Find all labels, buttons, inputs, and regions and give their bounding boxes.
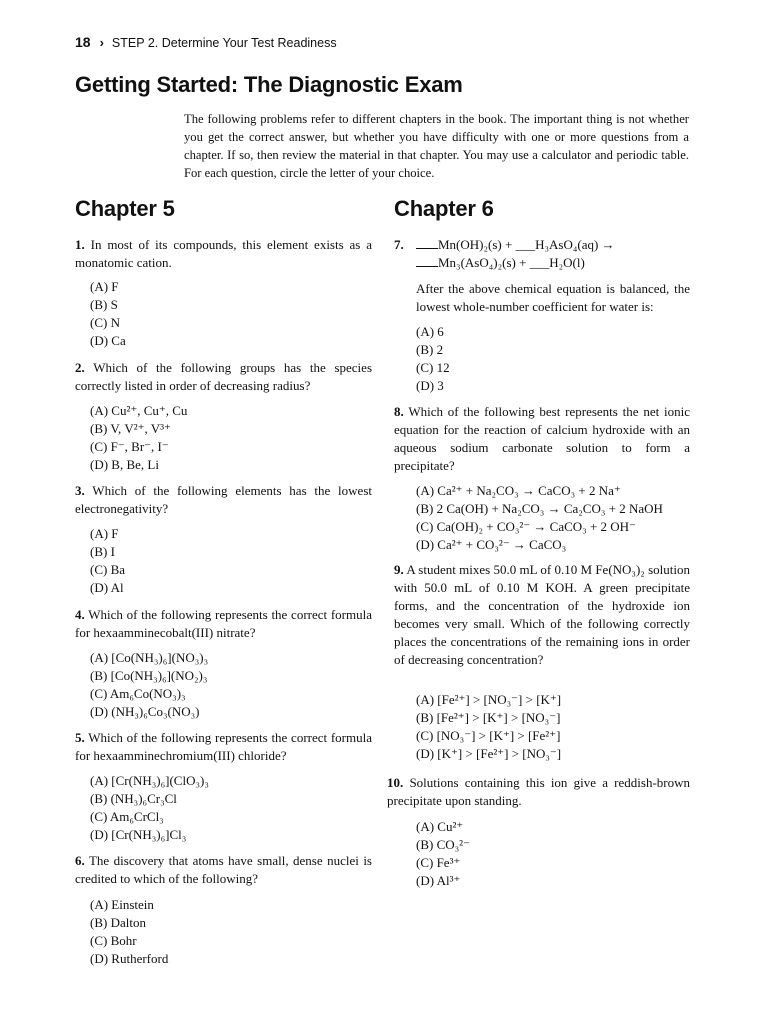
choice[interactable]: (D) [K⁺] > [Fe²⁺] > [NO₃⁻] [416,746,562,761]
choice[interactable]: (B) S [90,297,118,312]
answer-choices-4 [90,649,208,721]
question-6 [75,852,372,888]
choice[interactable]: (D) Ca²⁺ + CO₃²⁻ → CaCO₃ [416,537,567,552]
choice[interactable]: (C) 12 [416,360,450,375]
choice[interactable]: (D) 3 [416,378,444,393]
chapter5-heading: Chapter 5 [75,196,175,221]
choice[interactable]: (D) B, Be, Li [90,457,159,472]
section-title: STEP 2. Determine Your Test Readiness [111,36,337,50]
question-3 [75,482,372,518]
choice[interactable]: (D) Rutherford [90,951,169,966]
choice[interactable]: (A) Cu²⁺ [416,819,464,834]
choice[interactable]: (B) 2 [416,342,444,357]
choice[interactable]: (C) N [90,315,120,330]
question-number: 2. [75,360,85,375]
choice[interactable]: (A) [Co(NH₃)₆](NO₃)₃ [90,650,209,665]
question-10 [387,774,690,810]
question-number: 8. [394,404,404,419]
question-text: The discovery that atoms have small, dense nuclei is credited to which of the following? [75,853,372,886]
answer-choices-1 [90,278,126,350]
choice[interactable]: (A) Cu²⁺, Cu⁺, Cu [90,403,188,418]
choice[interactable]: (B) I [90,544,115,559]
coefficient-blank[interactable] [416,255,438,267]
choice[interactable]: (B) [Fe²⁺] > [K⁺] > [NO₃⁻] [416,710,561,725]
running-header [75,34,337,50]
choice[interactable]: (C) F⁻, Br⁻, I⁻ [90,439,169,454]
choice[interactable]: (B) V, V²⁺, V³⁺ [90,421,171,436]
answer-choices-10 [416,818,470,890]
choice[interactable]: (B) CO₃²⁻ [416,837,470,852]
answer-choices-7 [416,323,450,395]
choice[interactable]: (D) [Cr(NH₃)₆]Cl₃ [90,827,187,842]
choice[interactable]: (C) Ca(OH)₂ + CO₃²⁻ → CaCO₃ + 2 OH⁻ [416,519,636,534]
question-8 [394,403,690,475]
choice[interactable]: (C) [NO₃⁻] > [K⁺] > [Fe²⁺] [416,728,561,743]
question-text: Which of the following represents the correct formula for hexaamminechromium(III) chloride? [75,730,372,763]
question-7: After the above chemical equation is balanced, the lowest whole-number coefficient for water is: [416,281,690,314]
choice[interactable]: (A) [Fe²⁺] > [NO₃⁻] > [K⁺] [416,692,562,707]
choice[interactable]: (A) Einstein [90,897,154,912]
question-text: Which of the following best represents the net ionic equation for the reaction of calcium hydroxide with an aqueous sodium carbonate solution to form a precipitate? [394,404,690,473]
question-4 [75,606,372,642]
question-text: In most of its compounds, this element exists as a monatomic cation. [75,237,372,270]
chevron-right-icon: › [99,35,104,50]
choice[interactable]: (A) [Cr(NH₃)₆](ClO₃)₃ [90,773,209,788]
question-text: Which of the following represents the correct formula for hexaamminecobalt(III) nitrate? [75,607,372,640]
page-title: Getting Started: The Diagnostic Exam [75,72,463,97]
page-number: 18 [75,34,91,50]
coefficient-blank[interactable] [416,237,438,249]
question-9 [394,561,690,669]
question-number: 9. [394,562,404,577]
question-5 [75,729,372,765]
question-number: 3. [75,483,85,498]
question-number: 1. [75,237,85,252]
choice[interactable]: (B) Dalton [90,915,146,930]
choice[interactable]: (C) Bohr [90,933,137,948]
question-text: Solutions containing this ion give a reddish-brown precipitate upon standing. [387,775,690,808]
choice[interactable]: (A) 6 [416,324,444,339]
choice[interactable]: (B) [Co(NH₃)₆](NO₂)₃ [90,668,208,683]
choice[interactable]: (A) Ca²⁺ + Na₂CO₃ → CaCO₃ + 2 Na⁺ [416,483,621,498]
choice[interactable]: (B) (NH₃)₆Cr₃Cl [90,791,177,806]
choice[interactable]: (D) Al [90,580,124,595]
question-number: 5. [75,730,85,745]
question-2 [75,359,372,395]
choice[interactable]: (A) F [90,279,119,294]
question-text: A student mixes 50.0 mL of 0.10 M Fe(NO₃)₂ solution with 50.0 mL of 0.10 M KOH. A green precipitate forms, and the concentration of the hydroxide ion becomes very small. Which of the following correctly places the concentrations of the remaining ions in order of decreasing concentration? [394,562,690,667]
choice[interactable]: (B) 2 Ca(OH) + Na₂CO₃ → Ca₂CO₃ + 2 NaOH [416,501,663,516]
choice[interactable]: (C) Am₆CrCl₃ [90,809,164,824]
question-text: Which of the following groups has the species correctly listed in order of decreasing radius? [75,360,373,393]
choice[interactable]: (C) Am₆Co(NO₃)₃ [90,686,186,701]
question-1 [75,236,372,272]
question-number: 4. [75,607,85,622]
equation-line-2: Mn₃(AsO₄)₂(s) + ___H₂O(l) [438,255,585,270]
choice[interactable]: (C) Ba [90,562,126,577]
answer-choices-2 [90,402,187,474]
choice[interactable]: (A) F [90,526,119,541]
equation-line-1: Mn(OH)₂(s) + ___H₃AsO₄(aq) → [438,237,615,252]
choice[interactable]: (D) Ca [90,333,126,348]
choice[interactable]: (D) Al³⁺ [416,873,461,888]
question-number: 10. [387,775,404,790]
answer-choices-8 [416,482,663,554]
question-7-equation [394,236,694,272]
question-number: 6. [75,853,85,868]
choice[interactable]: (D) (NH₃)₆Co₃(NO₃) [90,704,200,719]
choice[interactable]: (C) Fe³⁺ [416,855,461,870]
question-number: 7. [394,237,404,252]
answer-choices-9 [416,691,561,763]
answer-choices-6 [90,896,168,968]
answer-choices-3 [90,525,125,597]
intro-paragraph: The following problems refer to different chapters in the book. The important thing is not whether you get the correct answer, but whether you have difficulty with one or more questions from a chapter. If so, then review the material in that chapter. You may use a calculator and periodic table. For each question, circle the letter of your choice. [184,112,689,180]
answer-choices-5 [90,772,209,844]
chapter6-heading: Chapter 6 [394,196,494,221]
question-text: Which of the following elements has the lowest electronegativity? [75,483,372,516]
